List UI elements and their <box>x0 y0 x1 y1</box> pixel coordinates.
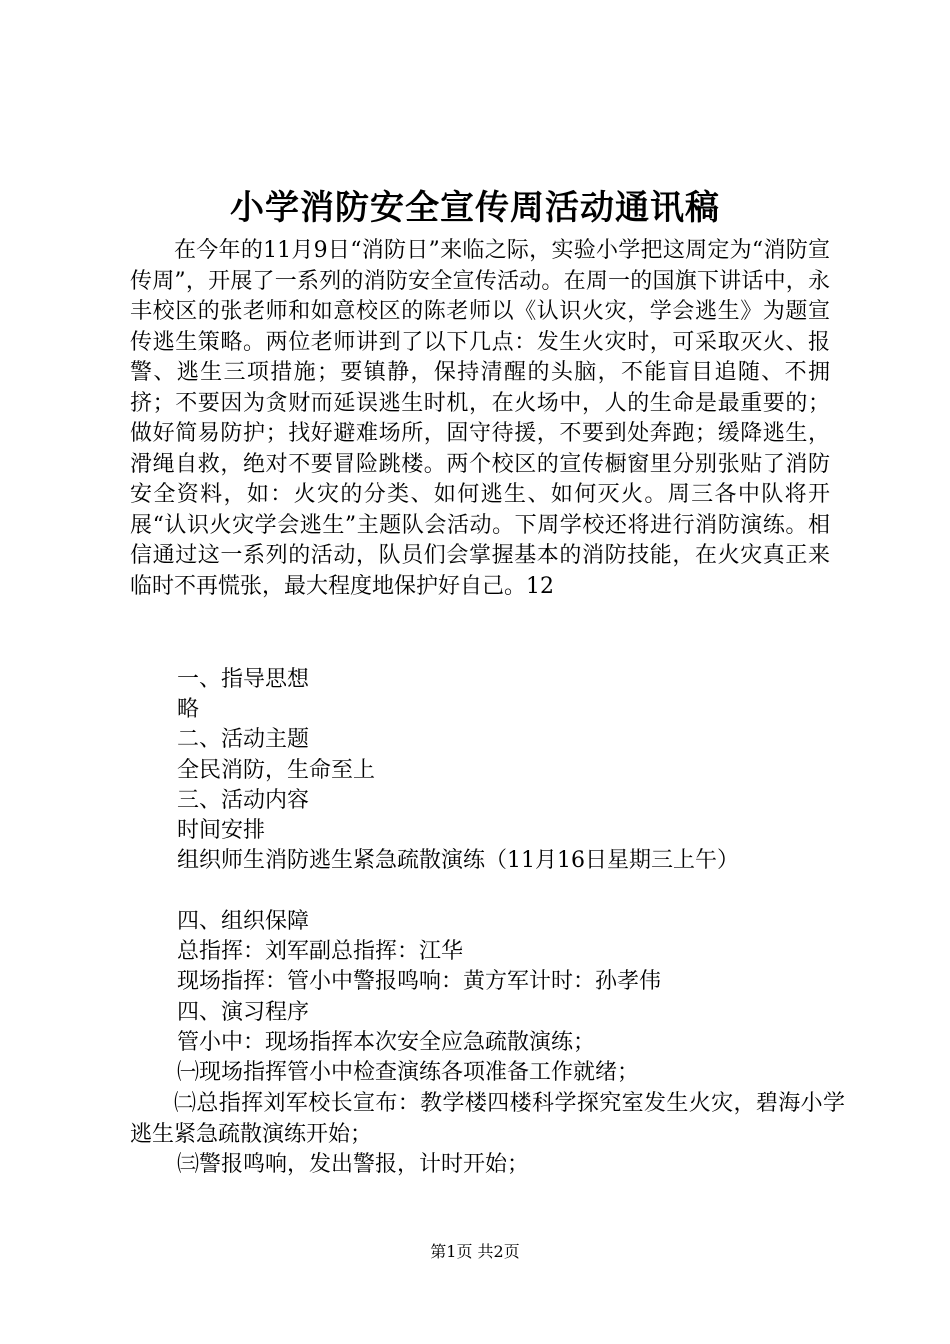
activity-theme-content: 全民消防，生命至上 <box>177 758 376 783</box>
section-organization: 四、组织保障 <box>177 909 310 934</box>
guiding-thought-content: 略 <box>177 697 200 722</box>
schedule-heading: 时间安排 <box>177 818 266 843</box>
page-footer: 第1页 共2页 <box>430 1242 520 1261</box>
procedure-step-3: ㈢警报鸣响，发出警报，计时开始； <box>177 1152 530 1177</box>
section-activity-theme: 二、活动主题 <box>177 727 310 752</box>
intro-paragraph: 在今年的11月9日“消防日”来临之际，实验小学把这周定为“消防宣传周”，开展了一系列的消防安全宣传活动。在周一的国旗下讲话中，永丰校区的张老师和如意校区的陈老师以《认识火灾，学会逃生》为题宣传逃生策略。两位老师讲到了以下几点：发生火灾时，可采取灭火、报警、逃生三项措施；要镇静，保持清醒的头脑，不能盲目追随、不拥挤；不要因为贪财而延误逃生时机，在火场中，人的生命是最重要的；做好简易防护；找好避难场所，固守待援，不要到处奔跑；缓降逃生，滑绳自救，绝对不要冒险跳楼。两个校区的宣传橱窗里分别张贴了消防安全资料，如：火灾的分类、如何逃生、如何灭火。周三各中队将开展“认识火灾学会逃生”主题队会活动。下周学校还将进行消防演练。相信通过这一系列的活动，队员们会掌握基本的消防技能，在火灾真正来临时不再慌张，最大程度地保护好自己。12 <box>130 238 830 599</box>
section-drill-procedure: 四、演习程序 <box>177 1000 310 1025</box>
procedure-intro: 管小中：现场指挥本次安全应急疏散演练； <box>177 1030 596 1055</box>
document-title: 小学消防安全宣传周活动通讯稿 <box>230 188 720 228</box>
section-guiding-thought: 一、指导思想 <box>177 667 310 692</box>
site-commander-line: 现场指挥：管小中警报鸣响：黄方军计时：孙孝伟 <box>177 969 662 994</box>
procedure-step-1: ㈠现场指挥管小中检查演练各项准备工作就绪； <box>177 1060 640 1085</box>
section-activity-content: 三、活动内容 <box>177 788 310 813</box>
procedure-step-2: ㈡总指挥刘军校长宣布：教学楼四楼科学探究室发生火灾，碧海小学逃生紧急疏散演练开始； <box>130 1091 845 1147</box>
commander-line: 总指挥：刘军副总指挥：江华 <box>177 939 464 964</box>
drill-schedule: 组织师生消防逃生紧急疏散演练（11月16日星期三上午） <box>177 848 739 873</box>
